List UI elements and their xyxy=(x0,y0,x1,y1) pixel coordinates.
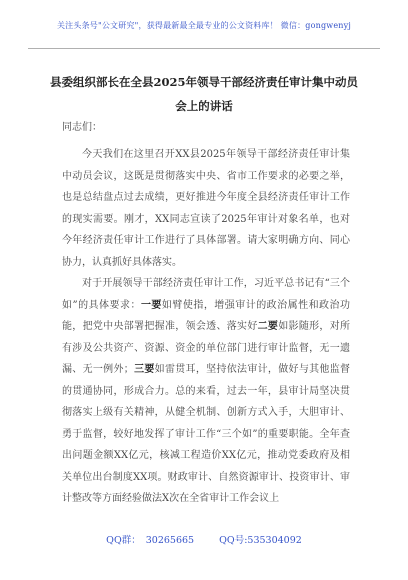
paragraph-1: 今天我们在这里召开XX县2025年领导干部经济责任审计集中动员会议，这既是贯彻落实中央、省市工作要求的必要之举，也是总结盘点过去成绩，更好推进今年度全县经济责任审计工作的现实需要。刚才，XX同志宣读了2025年审计对象名单，也对今年经济责任审计工作进行了具体部署。请大家明确方向、同心协力，认真抓好具体落实。 xyxy=(62,149,350,268)
footer-qq-number: QQ号:535304092 xyxy=(219,535,302,546)
emphasis-one: 一要 xyxy=(140,299,162,311)
paragraph-2-intro: 对于开展领导干部经济责任审计工作，习近平总书记有“三个如”的具体要求： xyxy=(62,278,350,311)
paragraph-2-point-2: 如影随形，对所有涉及公共资产、资源、资金的单位部门进行审计监督，无一遗漏、无一例外； xyxy=(62,321,351,375)
footer-contacts xyxy=(0,532,408,546)
document-title: 县委组织部长在全县2025年领导干部经济责任审计集中动员会上的讲话 xyxy=(50,75,359,113)
emphasis-two: 二要 xyxy=(257,321,279,332)
paragraph-2 xyxy=(62,273,350,510)
document-body xyxy=(62,144,350,510)
paragraph-2-point-3: 如雷贯耳，坚持依法审计，做好与其他监督的贯通协同，形成合力。总的来看，过去一年，县审计局坚决贯彻落实上级有关精神，从健全机制、创新方式入手，大胆审计、勇于监督，较好地发挥了审计工作“三个如”的重要职能。全年查出问题金额XX亿元，核减工程造价XX亿元，推动党委政府及相关单位出台制度XX项。财政审计、自然资源审计、投资审计、审计整改等方面经验做法X次在全省审计工作会议上 xyxy=(62,364,351,504)
header-promo-note: 关注头条号"公文研究"，获得最新最全最专业的公文资料库！ 微信：gongwenyj xyxy=(56,21,352,30)
footer-qq-group: QQ群： 30265665 xyxy=(106,535,195,546)
paragraph-2-point-1: 如臂使指，增强审计的政治属性和政治功能，把党中央部署把握准，领会透、落实好 xyxy=(62,299,351,332)
salutation: 同志们： xyxy=(62,122,102,133)
header-divider xyxy=(28,48,380,49)
emphasis-three: 三要 xyxy=(133,364,155,375)
